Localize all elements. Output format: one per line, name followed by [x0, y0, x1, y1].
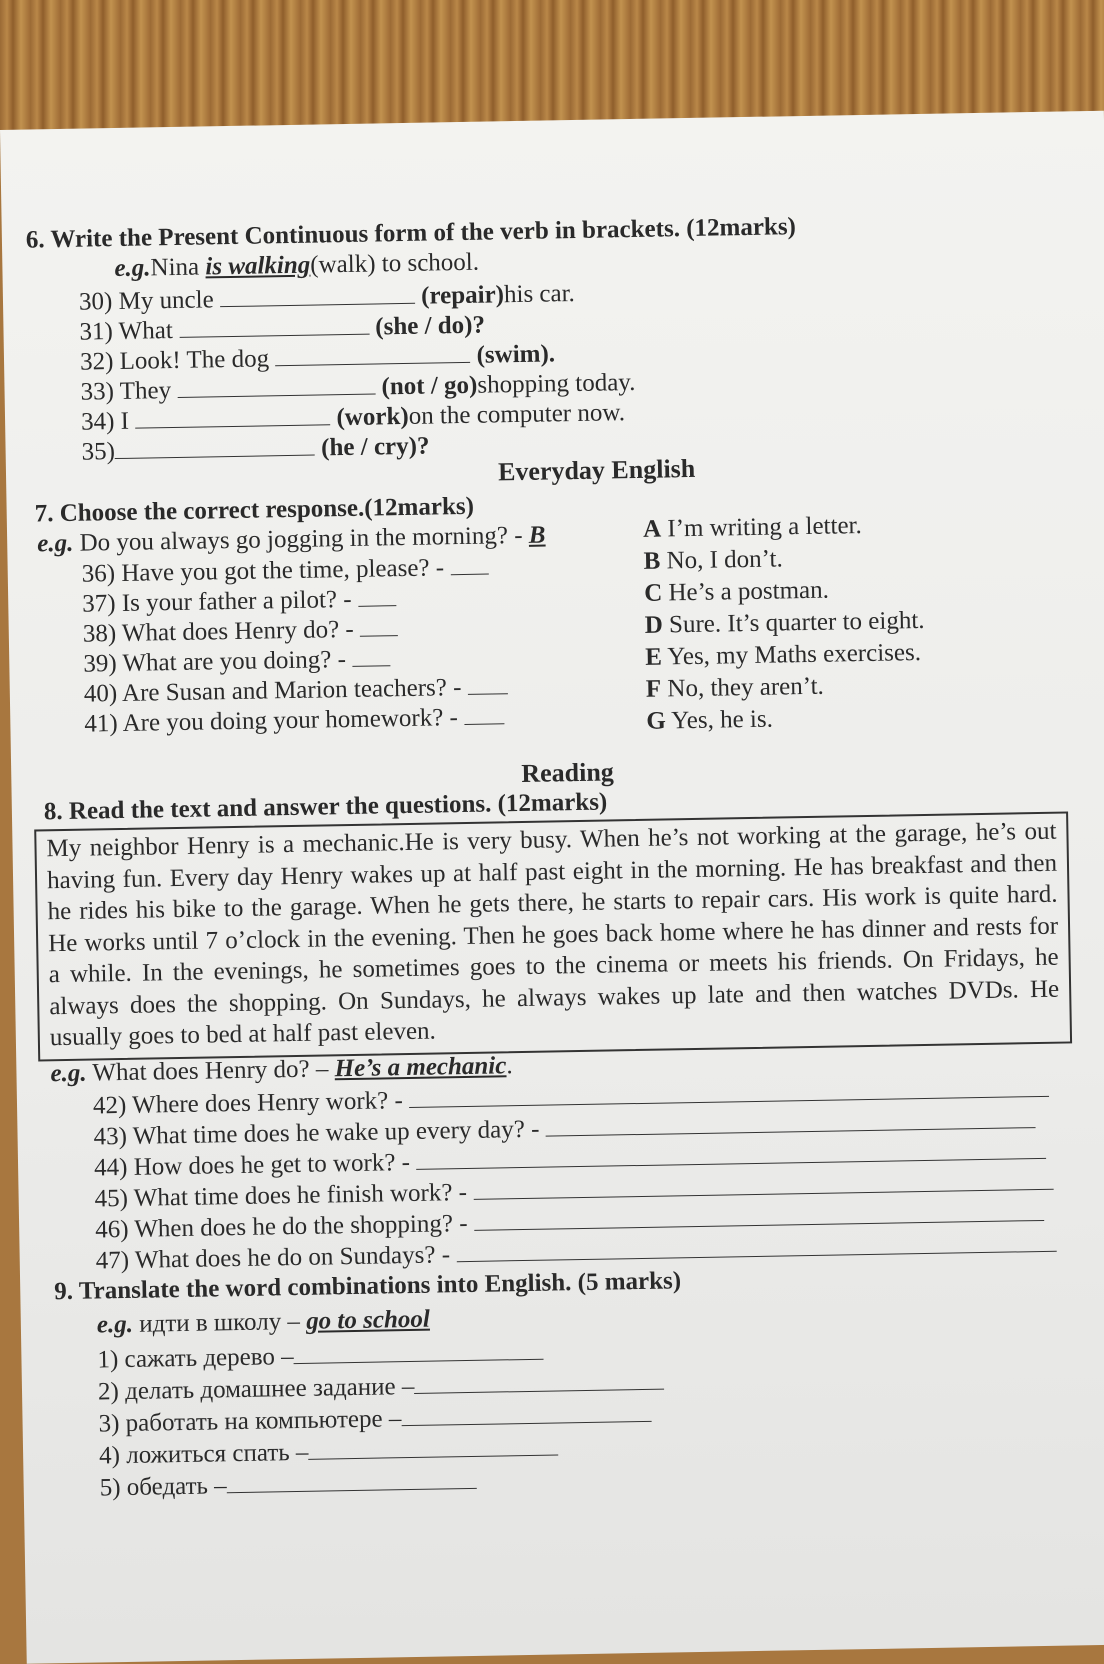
question-text: 47) What does he do on Sundays? -	[95, 1241, 451, 1275]
verb-hint: (swim).	[476, 340, 556, 369]
reading-heading: Reading	[521, 757, 615, 788]
answer-blank[interactable]	[450, 552, 488, 576]
question-text: 40) Are Susan and Marion teachers? -	[83, 674, 462, 708]
question-text: 39) What are you doing? -	[83, 646, 347, 678]
option-text: I’m writing a letter.	[660, 512, 862, 543]
option-letter: C	[643, 579, 663, 607]
option-letter: G	[646, 707, 667, 735]
example-answer: is walking	[205, 251, 311, 281]
section9-item	[99, 1466, 476, 1504]
answer-blank[interactable]	[177, 371, 375, 397]
translation-blank[interactable]	[226, 1466, 476, 1493]
option-letter: B	[643, 547, 661, 575]
item-number: 33) They	[80, 377, 172, 406]
question-text: 41) Are you doing your homework? -	[84, 704, 459, 738]
example-end: .	[506, 1052, 513, 1080]
response-option	[645, 638, 921, 673]
item-text: 2) делать домашнее задание –	[97, 1372, 415, 1406]
verb-hint: (work)	[336, 402, 409, 432]
worksheet-page	[0, 111, 1104, 1664]
option-text: Yes, my Maths exercises.	[661, 639, 922, 671]
example-answer: go to school	[305, 1305, 431, 1335]
answer-blank[interactable]	[135, 402, 330, 428]
option-letter: D	[644, 611, 664, 639]
question-text: 38) What does Henry do? -	[82, 615, 354, 648]
section7-title: 7. Choose the correct response.(12marks)	[34, 492, 475, 528]
example-answer: He’s a mechanic	[334, 1052, 507, 1083]
answer-blank[interactable]	[275, 340, 470, 366]
verb-hint: (he / cry)?	[320, 432, 430, 462]
translation-blank[interactable]	[414, 1367, 664, 1394]
item-text: 1) сажать дерево –	[97, 1343, 294, 1374]
option-text: No, they aren’t.	[660, 672, 825, 703]
question-text: 43) What time does he wake up every day? -	[93, 1115, 540, 1151]
section6-title: 6. Write the Present Continuous form of the verb in brackets. (12marks)	[25, 213, 797, 254]
question-text: 37) Is your father a pilot? -	[82, 585, 352, 618]
section6-example	[114, 248, 479, 284]
option-text: He’s a postman.	[662, 576, 830, 607]
translation-blank[interactable]	[308, 1432, 558, 1459]
answer-blank[interactable]	[358, 583, 396, 607]
everyday-english-heading: Everyday English	[497, 453, 696, 487]
verb-hint: (she / do)?	[375, 311, 486, 341]
item-text: 4) ложиться спать –	[98, 1438, 309, 1470]
answer-blank[interactable]	[360, 613, 398, 637]
example-text: Do you always go jogging in the morning? -	[73, 521, 529, 557]
option-text: No, I don’t.	[660, 545, 783, 575]
response-option	[643, 511, 862, 545]
option-letter: F	[645, 675, 662, 703]
section7-question	[84, 701, 504, 739]
question-text: 42) Where does Henry work? -	[92, 1087, 404, 1120]
response-option	[646, 705, 773, 737]
reading-text-box	[34, 811, 1072, 1061]
item-number: 35)	[81, 438, 116, 466]
option-letter: E	[645, 643, 663, 671]
answer-blank[interactable]	[115, 433, 315, 459]
example-prefix: e.g.	[96, 1310, 134, 1339]
response-option	[644, 576, 829, 609]
example-prefix: e.g.	[114, 254, 151, 283]
example-text: Nina	[150, 253, 206, 282]
option-text: Sure. It’s quarter to eight.	[662, 606, 925, 639]
section9-example	[97, 1305, 430, 1341]
section6-item-35	[81, 431, 429, 468]
question-text: 46) When does he do the shopping? -	[94, 1210, 468, 1244]
answer-blank[interactable]	[352, 643, 390, 667]
item-number: 32) Look! The dog	[79, 345, 270, 376]
example-answer: B	[528, 521, 546, 549]
answer-blank[interactable]	[467, 671, 507, 695]
item-text: 3) работать на компьютере –	[98, 1405, 402, 1438]
example-prefix: e.g.	[36, 529, 74, 558]
answer-blank[interactable]	[220, 281, 415, 307]
section7-question	[81, 552, 488, 590]
option-letter: A	[642, 515, 662, 543]
section9-item	[99, 1432, 559, 1471]
translation-blank[interactable]	[401, 1399, 651, 1426]
verb-hint: (repair)	[420, 281, 505, 310]
item-rest: his car.	[503, 279, 576, 309]
example-text: идти в школу –	[132, 1307, 307, 1338]
question-text: 36) Have you got the time, please? -	[81, 554, 445, 588]
item-number: 30) My uncle	[78, 286, 214, 316]
section9-title: 9. Translate the word combinations into English. (5 marks)	[54, 1267, 682, 1306]
example-text: (walk) to school.	[310, 248, 480, 279]
response-option	[646, 672, 824, 705]
question-text: 45) What time does he finish work? -	[94, 1179, 468, 1213]
answer-blank[interactable]	[464, 701, 504, 725]
item-number: 31) What	[79, 317, 174, 346]
option-text: Yes, he is.	[665, 705, 774, 735]
item-text: 5) обедать –	[99, 1472, 227, 1502]
verb-hint: (not / go)	[381, 371, 478, 401]
answer-blank[interactable]	[179, 312, 369, 338]
response-option	[644, 606, 924, 641]
translation-blank[interactable]	[293, 1337, 543, 1364]
item-number: 34) I	[80, 407, 130, 436]
reading-passage: My neighbor Henry is a mechanic.He is very busy. When he’s not working at the garage, he’s out having fun. Every day Henry wakes up at half past eight in the morning. He has breakfast and then he rides his bike to the garage. When he gets there, he starts to repair cars. His work is quite hard. He works until 7 o’clock in the evening. Then he goes back home where he has dinner and rests for a while. In the evenings, he sometimes goes to the cinema or meets his friends. On Fridays, he always does the shopping. On Sundays, he always wakes up late and then watches DVDs. He usually goes to bed at half past eleven.	[46, 817, 1060, 1052]
question-text: 44) How does he get to work? -	[93, 1149, 411, 1182]
item-rest: shopping today.	[477, 368, 636, 399]
item-rest: on the computer now.	[408, 399, 626, 430]
example-text: What does Henry do? –	[86, 1055, 335, 1087]
section8-title: 8. Read the text and answer the questions. (12marks)	[43, 788, 608, 826]
response-option	[643, 544, 783, 576]
example-prefix: e.g.	[50, 1059, 87, 1088]
